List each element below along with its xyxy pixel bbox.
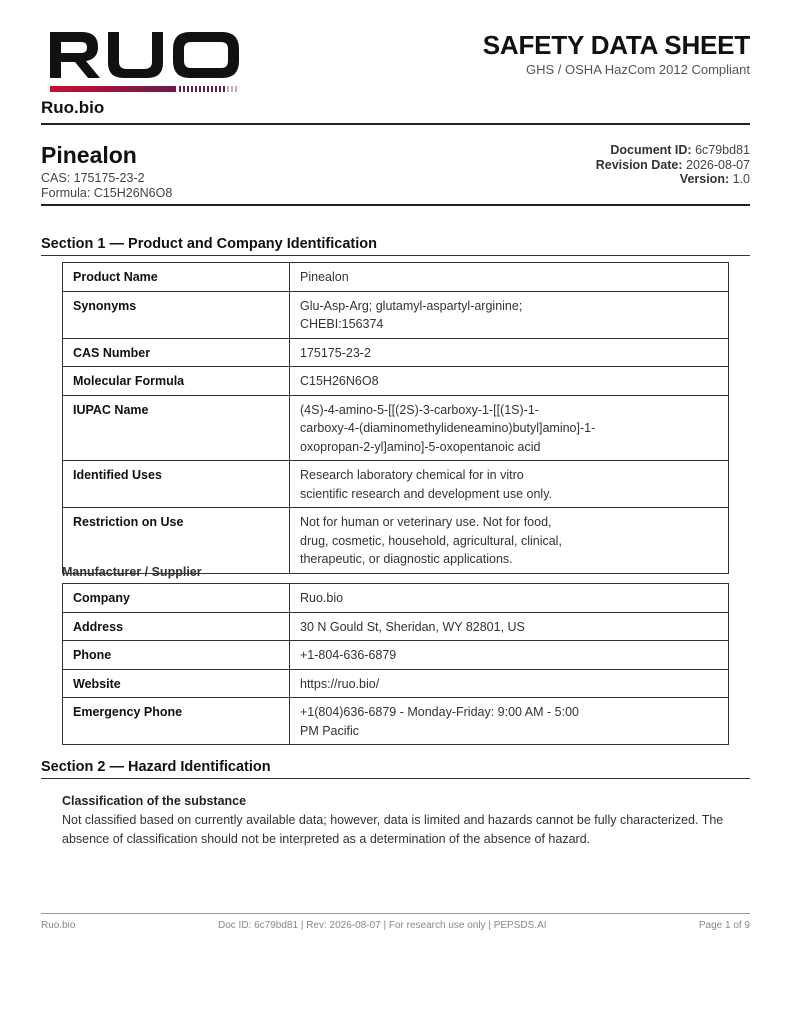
- row-value: 30 N Gould St, Sheridan, WY 82801, US: [290, 612, 729, 641]
- row-label: Molecular Formula: [63, 367, 290, 396]
- document-subtitle: GHS / OSHA HazCom 2012 Compliant: [526, 62, 750, 77]
- table-row: [63, 395, 729, 461]
- table-row: [63, 461, 729, 508]
- product-formula: Formula: C15H26N6O8: [41, 186, 173, 200]
- product-divider: [41, 204, 750, 206]
- table-row: [63, 698, 729, 745]
- revision-line: [596, 158, 750, 173]
- table-row: [63, 641, 729, 670]
- row-label: Website: [63, 669, 290, 698]
- row-label: Emergency Phone: [63, 698, 290, 745]
- row-value: Ruo.bio: [290, 584, 729, 613]
- footer-page-number: Page 1 of 9: [698, 920, 750, 931]
- document-meta: [596, 143, 750, 187]
- row-value: Research laboratory chemical for in vitro scientific research and development use only.: [290, 461, 729, 508]
- manufacturer-table: [62, 583, 729, 745]
- row-value: (4S)-4-amino-5-[[(2S)-3-carboxy-1-[[(1S)-1- carboxy-4-(diaminomethylideneamino)butyl]amino]-1- oxopropan-2-yl]amino]-5-oxopentanoic acid: [290, 395, 729, 461]
- product-title: Pinealon: [41, 142, 137, 168]
- row-value: https://ruo.bio/: [290, 669, 729, 698]
- ruo-logo: [48, 30, 240, 94]
- product-identification-table: [62, 262, 729, 574]
- footer-divider: [41, 913, 750, 914]
- row-label: Address: [63, 612, 290, 641]
- row-value: +1(804)636-6879 - Monday-Friday: 9:00 AM - 5:00 PM Pacific: [290, 698, 729, 745]
- revision-value: 2026-08-07: [686, 157, 750, 172]
- table-row: [63, 508, 729, 574]
- doc-id-value: 6c79bd81: [695, 143, 750, 157]
- row-label: IUPAC Name: [63, 395, 290, 461]
- row-value: Not for human or veterinary use. Not for food, drug, cosmetic, household, agricultural, clinical, therapeutic, or diagnostic applications.: [290, 508, 729, 574]
- table-row: [63, 291, 729, 338]
- footer-doc-info: Doc ID: 6c79bd81 | Rev: 2026-08-07 | For research use only | PEPSDS.AI: [218, 920, 547, 931]
- section-1-heading: Section 1 — Product and Company Identification: [41, 236, 750, 256]
- document-title: SAFETY DATA SHEET: [482, 30, 750, 60]
- row-label: Synonyms: [63, 291, 290, 338]
- table-row: [63, 367, 729, 396]
- row-label: Product Name: [63, 263, 290, 292]
- table-row: [63, 669, 729, 698]
- row-label: CAS Number: [63, 338, 290, 367]
- doc-id-line: [596, 143, 750, 158]
- version-label: Version:: [679, 172, 730, 186]
- row-value: C15H26N6O8: [290, 367, 729, 396]
- footer-brand: Ruo.bio: [41, 920, 76, 931]
- doc-id-label: Document ID:: [610, 143, 692, 157]
- version-value: 1.0: [732, 172, 750, 186]
- section-2-heading: Section 2 — Hazard Identification: [41, 759, 750, 779]
- table-row: [63, 338, 729, 367]
- row-value: +1-804-636-6879: [290, 641, 729, 670]
- revision-label: Revision Date:: [595, 157, 683, 172]
- row-label: Phone: [63, 641, 290, 670]
- row-label: Restriction on Use: [63, 508, 290, 574]
- table-row: [63, 584, 729, 613]
- header-divider: [41, 123, 750, 125]
- row-value: Glu-Asp-Arg; glutamyl-aspartyl-arginine; CHEBI:156374: [290, 291, 729, 338]
- manufacturer-heading: Manufacturer / Supplier: [62, 565, 202, 579]
- classification-text: Not classified based on currently available data; however, data is limited and hazards cannot be fully characterized. The absence of classification should not be interpreted as a determination of the absence of hazard.: [62, 813, 724, 846]
- table-row: [63, 263, 729, 292]
- table-row: [63, 612, 729, 641]
- product-cas: CAS: 175175-23-2: [41, 171, 145, 185]
- version-line: [596, 172, 750, 187]
- row-value: Pinealon: [290, 263, 729, 292]
- row-value: 175175-23-2: [290, 338, 729, 367]
- classification-heading: Classification of the substance: [62, 794, 247, 808]
- row-label: Identified Uses: [63, 461, 290, 508]
- brand-name: Ruo.bio: [41, 98, 105, 117]
- row-label: Company: [63, 584, 290, 613]
